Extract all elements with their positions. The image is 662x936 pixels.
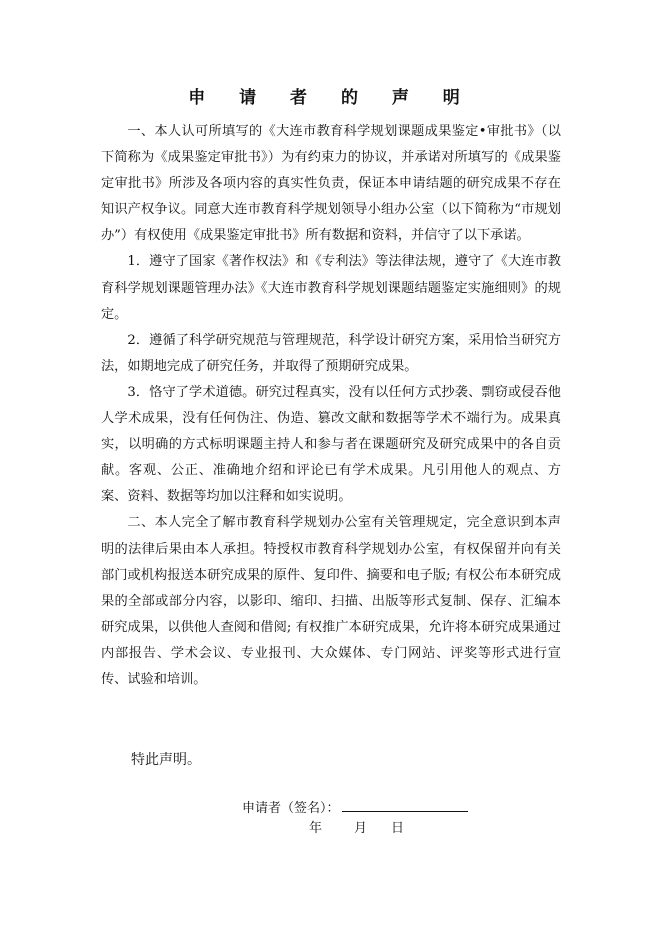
paragraph-commitment-intro: 一、本人认可所填写的《大连市教育科学规划课题成果鉴定•审批书》（以下简称为《成果鉴定审批书》）为有约束力的协议，并承诺对所填写的《成果鉴定审批书》所涉及各项内容的真实性负责，保证本申请结题的研究成果不存在知识产权争议。同意大连市教育科学规划领导小组办公室（以下简称为“市规划办”）有权使用《成果鉴定审批书》所有数据和资料，并信守了以下承诺。	[101, 124, 561, 244]
declaration-body	[101, 119, 561, 693]
paragraph-law-compliance: 1．遵守了国家《著作权法》和《专利法》等法律法规，遵守了《大连市教育科学规划课题管理办法》《大连市教育科学规划课题结题鉴定实施细则》的规定。	[101, 254, 561, 322]
paragraph-authorization: 二、本人完全了解市教育科学规划办公室有关管理规定，完全意识到本声明的法律后果由本人承担。特授权市教育科学规划办公室，有权保留并向有关部门或机构报送本研究成果的原件、复印件、摘要和电子版; 有权公布本研究成果的全部或部分内容，以影印、缩印、扫描、出版等形式复制、保存、汇编本研究成果，以供他人查阅和借阅; 有权推广本研究成果，允许将本研究成果通过内部报告、学术会议、专业报刊、大众媒体、专门网站、评奖等形式进行宣传、试验和培训。	[101, 515, 561, 687]
date-month-label: 月	[354, 821, 368, 836]
page-title: 申 请 者 的 声 明	[188, 88, 474, 108]
date-year-label: 年	[309, 821, 323, 836]
closing-statement: 特此声明。	[131, 752, 201, 768]
date-row	[309, 818, 404, 840]
date-day-label: 日	[391, 821, 405, 836]
signature-line[interactable]	[342, 795, 468, 812]
signature-label: 申请者（签名）：	[242, 801, 340, 816]
paragraph-research-norms: 2．遵循了科学研究规范与管理规范，科学设计研究方案，采用恰当研究方法，如期地完成了研究任务，并取得了预期研究成果。	[101, 332, 561, 374]
signature-row	[242, 795, 468, 820]
paragraph-academic-ethics: 3．恪守了学术道德。研究过程真实，没有以任何方式抄袭、剽窃或侵吞他人学术成果，没有任何伪注、伪造、篡改文献和数据等学术不端行为。成果真实，以明确的方式标明课题主持人和参与者在课题研究及研究成果中的各自贡献。客观、公正、准确地介绍和评论已有学术成果。凡引用他人的观点、方案、资料、数据等均加以注释和如实说明。	[101, 384, 561, 505]
